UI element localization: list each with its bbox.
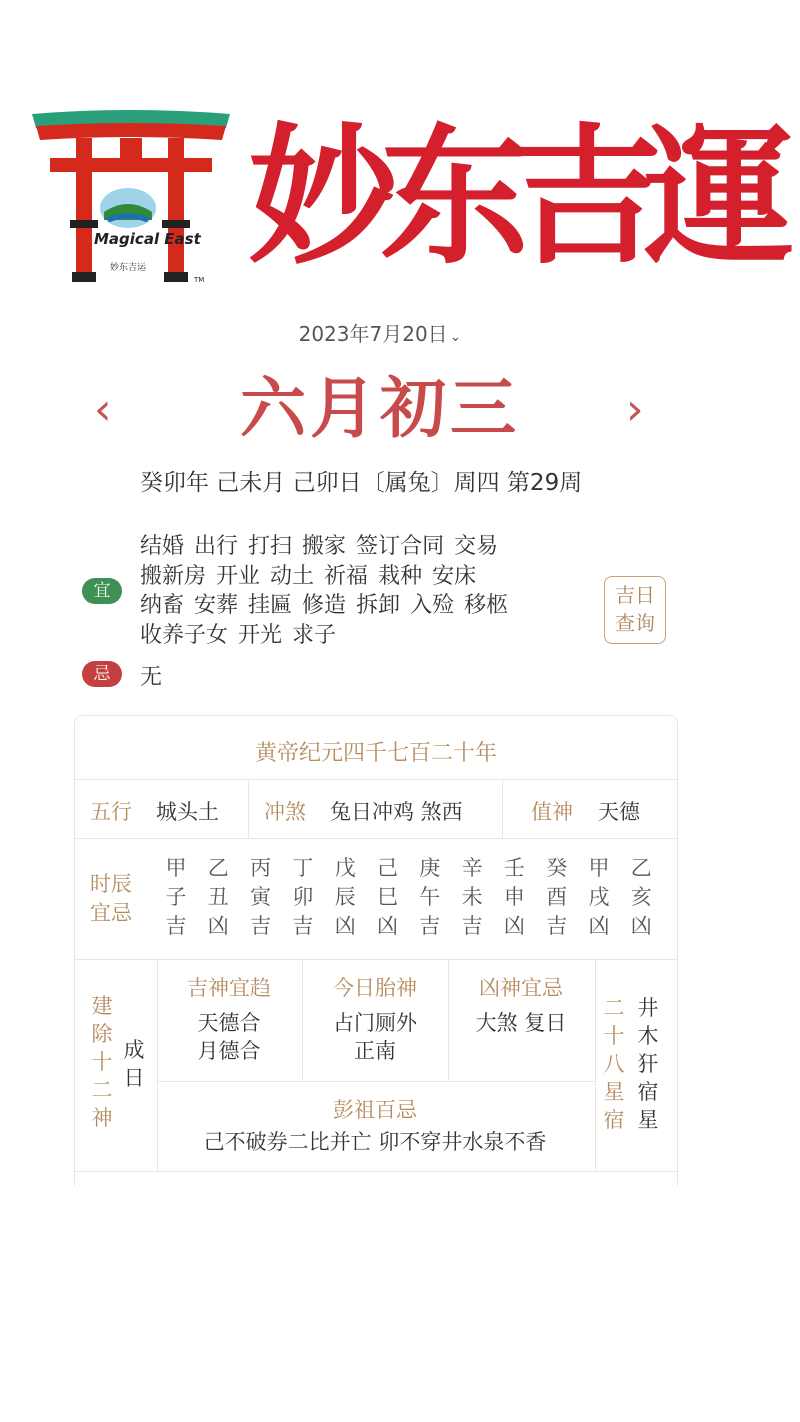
chevron-left-icon: ‹ bbox=[94, 384, 112, 435]
hour-ganzhi: 子 bbox=[165, 885, 187, 909]
xiongshen-label: 凶神宜忌 bbox=[479, 976, 563, 1000]
yi-badge: 宜 bbox=[82, 578, 122, 604]
hour-fortune: 吉 bbox=[250, 914, 272, 938]
yi-item: 修造 bbox=[302, 593, 347, 618]
divider bbox=[75, 779, 677, 780]
wuxing-label: 五行 bbox=[90, 800, 132, 824]
hour-column bbox=[587, 854, 611, 941]
divider bbox=[75, 959, 677, 960]
hours-label-line2: 宜忌 bbox=[90, 901, 132, 925]
hour-ganzhi: 巳 bbox=[377, 885, 398, 909]
hour-ganzhi: 丙 bbox=[250, 856, 272, 880]
xingxiu-value-char: 木 bbox=[637, 1024, 659, 1048]
hour-ganzhi: 壬 bbox=[503, 856, 525, 880]
xingxiu-label-char: 二 bbox=[603, 996, 625, 1020]
jianchu-label bbox=[90, 992, 114, 1132]
hour-fortune: 吉 bbox=[461, 914, 483, 938]
divider bbox=[157, 1081, 595, 1082]
hour-column bbox=[164, 854, 188, 941]
taishen-value-2: 正南 bbox=[354, 1039, 396, 1063]
hour-ganzhi: 乙 bbox=[207, 856, 229, 880]
taishen-value-1: 占门厕外 bbox=[333, 1011, 417, 1035]
yi-item: 开业 bbox=[216, 563, 261, 589]
yi-item: 出行 bbox=[194, 534, 239, 559]
lunar-date: 六月初三 bbox=[240, 369, 520, 447]
jianchu-label-char: 十 bbox=[91, 1050, 113, 1074]
brand-title: 妙东吉運 bbox=[248, 109, 777, 285]
yi-item: 拆卸 bbox=[356, 593, 401, 618]
hour-ganzhi: 申 bbox=[503, 885, 525, 909]
xingxiu-label-char: 八 bbox=[603, 1052, 625, 1076]
hour-column bbox=[460, 854, 484, 941]
chevron-right-icon: › bbox=[626, 384, 644, 435]
hour-ganzhi: 己 bbox=[377, 856, 398, 880]
yi-item: 栽种 bbox=[378, 563, 423, 589]
jianchu-value-char: 日 bbox=[123, 1066, 145, 1090]
divider bbox=[248, 779, 249, 838]
yi-item: 搬新房 bbox=[140, 563, 207, 589]
yi-item: 安床 bbox=[432, 563, 477, 589]
xingxiu-value bbox=[636, 994, 660, 1134]
hours-label bbox=[90, 870, 132, 928]
xingxiu-value-char: 宿 bbox=[637, 1080, 659, 1104]
yi-item: 纳畜 bbox=[140, 593, 185, 618]
yi-row bbox=[140, 562, 590, 592]
xingxiu-label bbox=[602, 994, 626, 1134]
hour-fortune: 凶 bbox=[334, 914, 356, 938]
hour-column bbox=[206, 854, 230, 941]
next-day-button[interactable] bbox=[626, 380, 644, 440]
hour-ganzhi: 丑 bbox=[207, 885, 229, 909]
hour-column bbox=[418, 854, 442, 941]
hour-ganzhi: 戌 bbox=[588, 885, 610, 909]
yi-list bbox=[140, 532, 590, 650]
hour-fortune: 凶 bbox=[377, 914, 398, 938]
hour-column bbox=[376, 854, 400, 941]
hour-column bbox=[545, 854, 569, 941]
hour-ganzhi: 戊 bbox=[334, 856, 356, 880]
jianchu-value bbox=[122, 1036, 146, 1092]
hour-fortune: 凶 bbox=[588, 914, 610, 938]
hour-fortune: 凶 bbox=[503, 914, 525, 938]
xiongshen-value: 大煞 复日 bbox=[475, 1011, 567, 1035]
hour-ganzhi: 辛 bbox=[461, 856, 483, 880]
hour-column bbox=[249, 854, 273, 941]
taishen-label: 今日胎神 bbox=[333, 976, 417, 1000]
hour-ganzhi: 未 bbox=[461, 885, 483, 909]
huangdi-year: 黄帝纪元四千七百二十年 bbox=[254, 741, 497, 766]
logo-subtext: 妙东吉运 bbox=[110, 263, 147, 273]
divider bbox=[75, 838, 677, 839]
jianchu-label-char: 建 bbox=[91, 994, 113, 1018]
hour-ganzhi: 庚 bbox=[419, 856, 441, 880]
pengzu-label: 彭祖百忌 bbox=[333, 1098, 417, 1122]
hour-ganzhi: 乙 bbox=[630, 856, 652, 880]
yi-row bbox=[140, 621, 590, 651]
jishen-label: 吉神宜趋 bbox=[187, 976, 271, 1000]
jishen-value-2: 月德合 bbox=[197, 1039, 261, 1063]
hour-ganzhi: 癸 bbox=[546, 856, 568, 880]
yi-item: 搬家 bbox=[302, 534, 347, 559]
pengzu-value: 己不破券二比并亡 卯不穿井水泉不香 bbox=[203, 1130, 547, 1154]
chevron-down-icon: ⌄ bbox=[449, 329, 462, 345]
lucky-day-query-line1: 吉日 bbox=[615, 583, 655, 607]
date-picker[interactable] bbox=[0, 318, 760, 347]
yi-item: 签订合同 bbox=[356, 534, 445, 559]
lucky-day-query-button[interactable] bbox=[604, 576, 666, 644]
hour-fortune: 吉 bbox=[165, 914, 187, 938]
hour-ganzhi: 辰 bbox=[334, 885, 356, 909]
wuxing-value: 城头土 bbox=[156, 800, 219, 824]
yi-item: 安葬 bbox=[194, 593, 239, 618]
hour-fortune: 吉 bbox=[546, 914, 568, 938]
hour-ganzhi: 寅 bbox=[250, 885, 272, 909]
zhishen-label: 值神 bbox=[531, 800, 573, 824]
hour-column bbox=[333, 854, 357, 941]
jishen-value-1: 天德合 bbox=[197, 1011, 261, 1035]
chongsha-label: 冲煞 bbox=[264, 800, 306, 824]
divider bbox=[595, 959, 596, 1171]
xingxiu-value-char: 井 bbox=[637, 996, 659, 1020]
yi-row bbox=[140, 591, 590, 621]
xingxiu-label-char: 十 bbox=[603, 1024, 625, 1048]
hour-ganzhi: 卯 bbox=[292, 885, 314, 909]
zhishen-value: 天德 bbox=[598, 800, 640, 824]
brand-logo bbox=[28, 108, 234, 290]
hour-fortune: 吉 bbox=[419, 914, 441, 938]
yi-item: 收养子女 bbox=[140, 622, 229, 648]
yi-item: 打扫 bbox=[248, 534, 293, 559]
hour-column bbox=[291, 854, 315, 941]
jianchu-label-char: 二 bbox=[91, 1078, 113, 1102]
yi-item: 开光 bbox=[238, 622, 283, 648]
hour-ganzhi: 午 bbox=[419, 885, 441, 909]
ji-text: 无 bbox=[140, 665, 163, 690]
xingxiu-label-char: 宿 bbox=[603, 1108, 625, 1132]
yi-item: 移柩 bbox=[464, 593, 509, 618]
jianchu-value-char: 成 bbox=[123, 1038, 145, 1062]
hour-column bbox=[502, 854, 526, 941]
chongsha-value: 兔日冲鸡 煞西 bbox=[330, 800, 463, 824]
yi-item: 祈福 bbox=[324, 563, 369, 589]
xingxiu-label-char: 星 bbox=[603, 1080, 625, 1104]
yi-item: 挂匾 bbox=[248, 593, 293, 618]
yi-item: 求子 bbox=[292, 622, 337, 648]
jianchu-label-char: 神 bbox=[91, 1106, 113, 1130]
yi-row bbox=[140, 532, 590, 562]
ji-badge: 忌 bbox=[82, 661, 122, 687]
divider bbox=[75, 1171, 677, 1172]
trademark-mark: TM bbox=[194, 276, 205, 284]
yi-item: 交易 bbox=[454, 534, 499, 559]
hours-label-line1: 时辰 bbox=[90, 872, 132, 896]
hour-fortune: 凶 bbox=[630, 914, 652, 938]
yi-item: 入殓 bbox=[410, 593, 455, 618]
divider bbox=[502, 779, 503, 838]
hour-fortune: 吉 bbox=[292, 914, 314, 938]
yi-item: 动土 bbox=[270, 563, 315, 589]
ganzhi-line: 癸卯年 己未月 己卯日〔属兔〕周四 第29周 bbox=[140, 470, 583, 496]
xingxiu-value-char: 星 bbox=[637, 1108, 659, 1132]
hour-column bbox=[629, 854, 653, 941]
hour-ganzhi: 甲 bbox=[588, 856, 610, 880]
yi-item: 结婚 bbox=[140, 534, 185, 559]
xingxiu-value-char: 犴 bbox=[637, 1052, 659, 1076]
hour-ganzhi: 丁 bbox=[292, 856, 314, 880]
lucky-day-query-line2: 查询 bbox=[615, 611, 655, 635]
hour-ganzhi: 甲 bbox=[165, 856, 187, 880]
logo-text: Magical East bbox=[94, 230, 201, 248]
hour-fortune: 凶 bbox=[207, 914, 229, 938]
jianchu-label-char: 除 bbox=[91, 1022, 113, 1046]
hour-ganzhi: 亥 bbox=[630, 885, 652, 909]
date-label: 2023年7月20日 bbox=[298, 322, 448, 346]
prev-day-button[interactable] bbox=[94, 380, 112, 440]
hour-ganzhi: 酉 bbox=[546, 885, 568, 909]
